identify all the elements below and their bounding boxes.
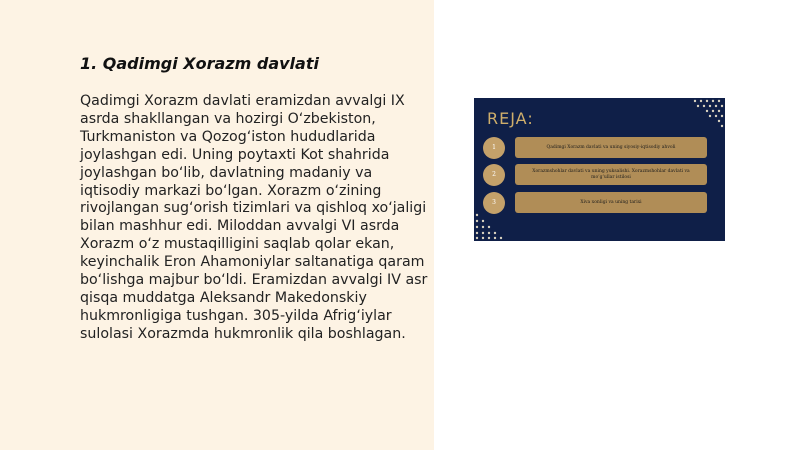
plan-item-number: 2 xyxy=(483,164,505,186)
slide-heading: 1. Qadimgi Xorazm davlati xyxy=(80,54,319,73)
plan-item-label: Qadimgi Xorazm davlati va uning siyosiy-iqtisodiy ahvoli xyxy=(515,137,707,158)
plan-title: REJA: xyxy=(487,109,534,128)
dot-pattern-decoration xyxy=(691,98,725,132)
dot-pattern-decoration xyxy=(474,211,504,241)
plan-item-label: Xiva xonligi va uning tarixi xyxy=(515,192,707,213)
plan-slide-thumbnail[interactable] xyxy=(474,98,725,241)
plan-item-number: 3 xyxy=(483,192,505,214)
plan-item-number: 1 xyxy=(483,137,505,159)
slide-paragraph: Qadimgi Xorazm davlati eramizdan avvalgi IX asrda shakllangan va hozirgi O‘zbekiston, Turkmaniston va Qozog‘iston hududlarida joylashgan edi. Uning poytaxti Kot shahrida joylashgan bo‘lib, davlatning madaniy va iqtisodiy markazi bo‘lgan. Xorazm o‘zining rivojlangan sug‘orish tizimlari va qishloq xo‘jaligi bilan mashhur edi. Miloddan avvalgi VI asrda Xorazm o‘z mustaqilligini saqlab qolar ekan, keyinchalik Eron Ahamoniylar saltanatiga qaram bo‘lishga majbur bo‘ldi. Eramizdan avvalgi IV asr qisqa muddatga Aleksandr Makedonskiy hukmronligiga tushgan. 305-yilda Afrig‘iylar sulolasi Xorazmda hukmronlik qila boshlagan. xyxy=(80,93,428,342)
plan-item-label: Xorazmshohlar davlati va uning yuksalishi. Xorazmshohlar davlati va mo‘g‘ullar istilosi xyxy=(515,164,707,185)
